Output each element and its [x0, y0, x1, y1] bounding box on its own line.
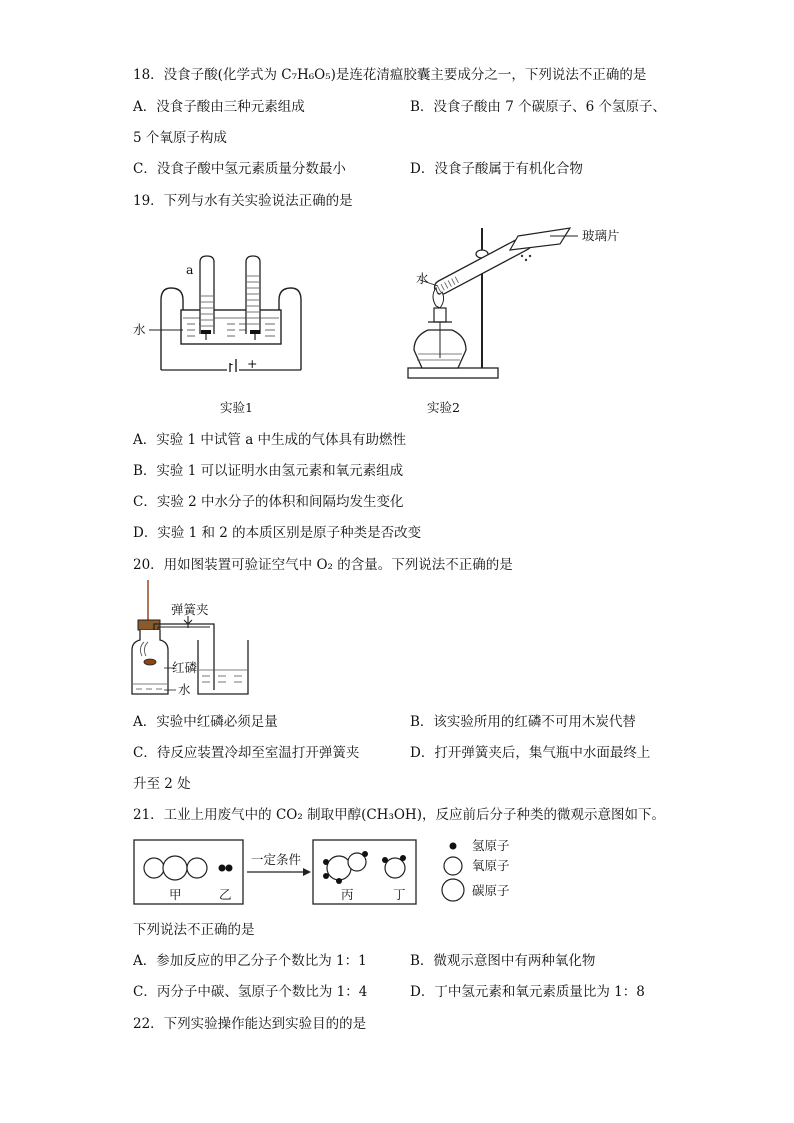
q19-option-c: C．实验 2 中水分子的体积和间隔均发生变化 — [133, 494, 404, 510]
oxygen-content-apparatus-figure — [128, 580, 258, 698]
battery-plus-label: + — [247, 356, 258, 371]
q20-option-b: B．该实验所用的红磷不可用木炭代替 — [410, 714, 636, 730]
q18-option-a: A．没食子酸由三种元素组成 — [133, 99, 305, 115]
q21-option-d: D．丁中氢元素和氧元素质量比为 1：8 — [410, 984, 645, 1000]
q22-stem: 22．下列实验操作能达到实验目的的是 — [133, 1016, 367, 1032]
q18-option-d: D．没食子酸属于有机化合物 — [410, 161, 583, 177]
q21-stem: 21．工业上用废气中的 CO₂ 制取甲醇(CH₃OH)，反应前后分子种类的微观示意图如下。 — [133, 807, 665, 823]
glass-slide-label: 玻璃片 — [582, 228, 620, 243]
q18-option-b-continued: 5 个氧原子构成 — [133, 130, 227, 146]
boiling-water-apparatus-figure — [400, 218, 600, 386]
spring-clip-label: 弹簧夹 — [171, 602, 209, 617]
q20-stem: 20．用如图装置可验证空气中 O₂ 的含量。下列说法不正确的是 — [133, 557, 513, 573]
q19-stem: 19．下列与水有关实验说法正确的是 — [133, 193, 353, 209]
legend-hydrogen-atom: 氢原子 — [472, 838, 510, 853]
test-tube-water-label: 水 — [416, 271, 429, 286]
q18-stem: 18．没食子酸(化学式为 C₇H₆O₅)是连花清瘟胶囊主要成分之一，下列说法不正确的是 — [133, 67, 647, 83]
reactant-jia-label: 甲 — [169, 887, 182, 902]
experiment-1-caption: 实验1 — [220, 400, 253, 415]
legend-oxygen-atom: 氧原子 — [472, 858, 510, 873]
q20-option-c: C．待反应装置冷却至室温打开弹簧夹 — [133, 745, 360, 761]
q20-option-d-continued: 升至 2 处 — [133, 776, 191, 792]
tube-a-label: a — [186, 262, 194, 277]
experiment-2-caption: 实验2 — [427, 400, 460, 415]
battery-minus-label: - — [229, 356, 234, 371]
q19-option-b: B．实验 1 可以证明水由氢元素和氧元素组成 — [133, 463, 404, 479]
bottle-water-label: 水 — [178, 682, 191, 697]
legend-carbon-atom: 碳原子 — [472, 883, 510, 898]
electrolysis-apparatus-figure — [135, 252, 325, 372]
q21-option-c: C．丙分子中碳、氢原子个数比为 1：4 — [133, 984, 368, 1000]
product-bing-label: 丙 — [341, 887, 354, 902]
q21-option-b: B．微观示意图中有两种氧化物 — [410, 953, 596, 969]
red-phosphorus-label: 红磷 — [172, 660, 198, 675]
q21-option-a: A．参加反应的甲乙分子个数比为 1：1 — [133, 953, 367, 969]
electrolysis-water-label: 水 — [133, 322, 146, 337]
q18-option-c: C．没食子酸中氢元素质量分数最小 — [133, 161, 346, 177]
reactant-yi-label: 乙 — [219, 887, 232, 902]
q20-option-a: A．实验中红磷必须足量 — [133, 714, 278, 730]
reaction-condition-label: 一定条件 — [251, 852, 302, 867]
q18-option-b: B．没食子酸由 7 个碳原子、6 个氢原子、 — [410, 99, 666, 115]
q21-sub-stem: 下列说法不正确的是 — [133, 922, 255, 938]
q20-option-d: D．打开弹簧夹后，集气瓶中水面最终上 — [410, 745, 651, 761]
q19-option-d: D．实验 1 和 2 的本质区别是原子种类是否改变 — [133, 525, 422, 541]
q19-option-a: A．实验 1 中试管 a 中生成的气体具有助燃性 — [133, 432, 407, 448]
product-ding-label: 丁 — [393, 887, 406, 902]
